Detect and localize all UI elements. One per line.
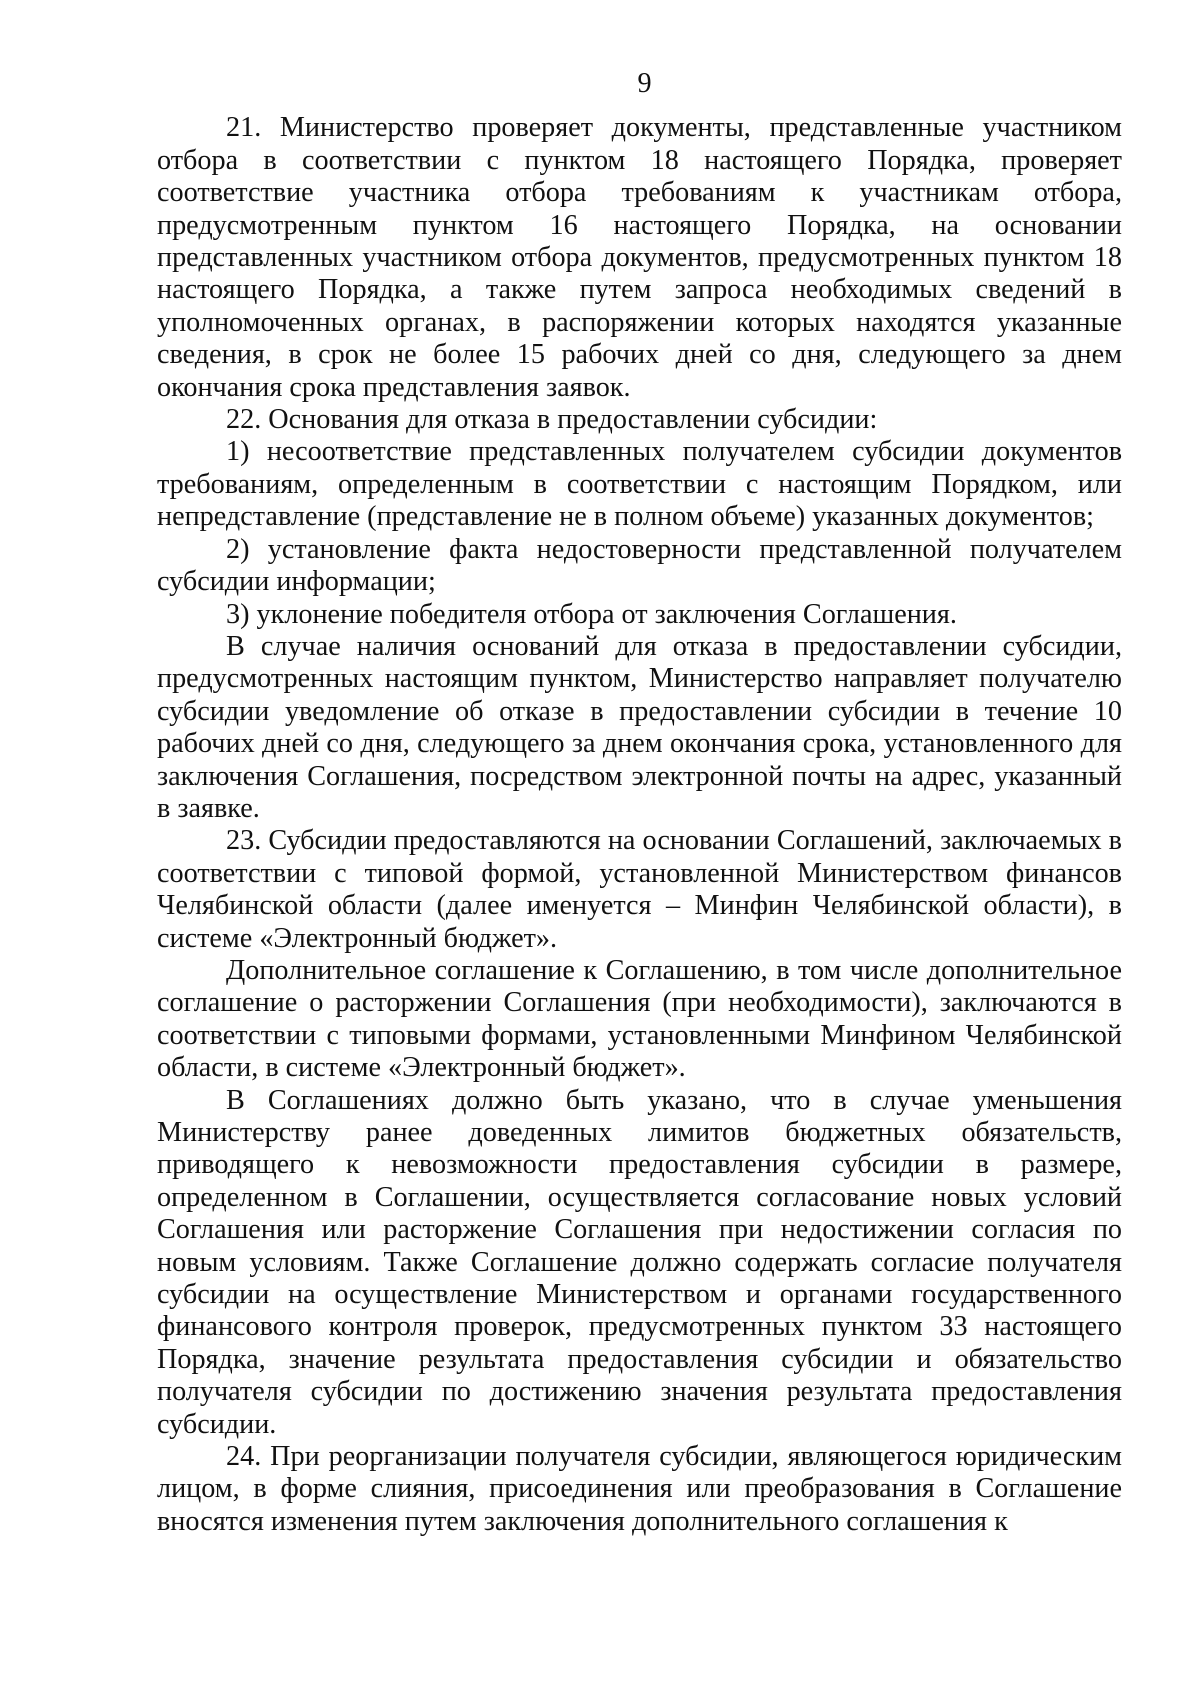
paragraph-22-item-3: 3) уклонение победителя отбора от заключения Соглашения. — [226, 598, 957, 630]
paragraph-23: 23. Субсидии предоставляются на основании Соглашений, заключаемых в соответствии с типовой формой, установленной Министерством финансов Челябинской области (далее именуется – Минфин Челябинской области), в системе «Электронный бюджет». — [157, 825, 1122, 954]
paragraph-22-item-1: 1) несоответствие представленных получателем субсидии документов требованиям, определенным в соответствии с настоящим Порядком, или непредставление (представление не в полном объеме) указанных документов; — [157, 436, 1122, 533]
page-number: 9 — [637, 68, 652, 99]
paragraph-24: 24. При реорганизации получателя субсидии, являющегося юридическим лицом, в форме слияния, присоединения или преобразования в Соглашение вносятся изменения путем заключения дополнительного соглашения к — [157, 1441, 1122, 1537]
document-page — [157, 68, 1122, 1538]
paragraph-22-item-2: 2) установление факта недостоверности представленной получателем субсидии информации; — [157, 533, 1122, 598]
paragraph-22-refusal-notice: В случае наличия оснований для отказа в предоставлении субсидии, предусмотренных настоящим пунктом, Министерство направляет получателю субсидии уведомление об отказе в предоставлении субсидии в течение 10 рабочих дней со дня, следующего за днем окончания срока, установленного для заключения Соглашения, посредством электронной почты на адрес, указанный в заявке. — [157, 630, 1122, 824]
paragraph-23-agreement-terms: В Соглашениях должно быть указано, что в случае уменьшения Министерству ранее доведенных лимитов бюджетных обязательств, приводящего к невозможности предоставления субсидии в размере, определенном в Соглашении, осуществляется согласование новых условий Соглашения или расторжение Соглашения при недостижении согласия по новым условиям. Также Соглашение должно содержать согласие получателя субсидии на осуществление Министерством и органами государственного финансового контроля проверок, предусмотренных пунктом 33 настоящего Порядка, значение результата предоставления субсидии и обязательство получателя субсидии по достижению значения результата предоставления субсидии. — [157, 1084, 1122, 1440]
paragraph-22-heading: 22. Основания для отказа в предоставлении субсидии: — [226, 404, 878, 436]
paragraph-21: 21. Министерство проверяет документы, представленные участником отбора в соответствии с пунктом 18 настоящего Порядка, проверяет соответствие участника отбора требованиям к участникам отбора, предусмотренным пунктом 16 настоящего Порядка, на основании представленных участником отбора документов, предусмотренных пунктом 18 настоящего Порядка, а также путем запроса необходимых сведений в уполномоченных органах, в распоряжении которых находятся указанные сведения, в срок не более 15 рабочих дней со дня, следующего за днем окончания срока представления заявок. — [157, 112, 1122, 403]
paragraph-23-supplementary-agreement: Дополнительное соглашение к Соглашению, в том числе дополнительное соглашение о расторжении Соглашения (при необходимости), заключаются в соответствии с типовыми формами, установленными Минфином Челябинской области, в системе «Электронный бюджет». — [157, 954, 1122, 1084]
